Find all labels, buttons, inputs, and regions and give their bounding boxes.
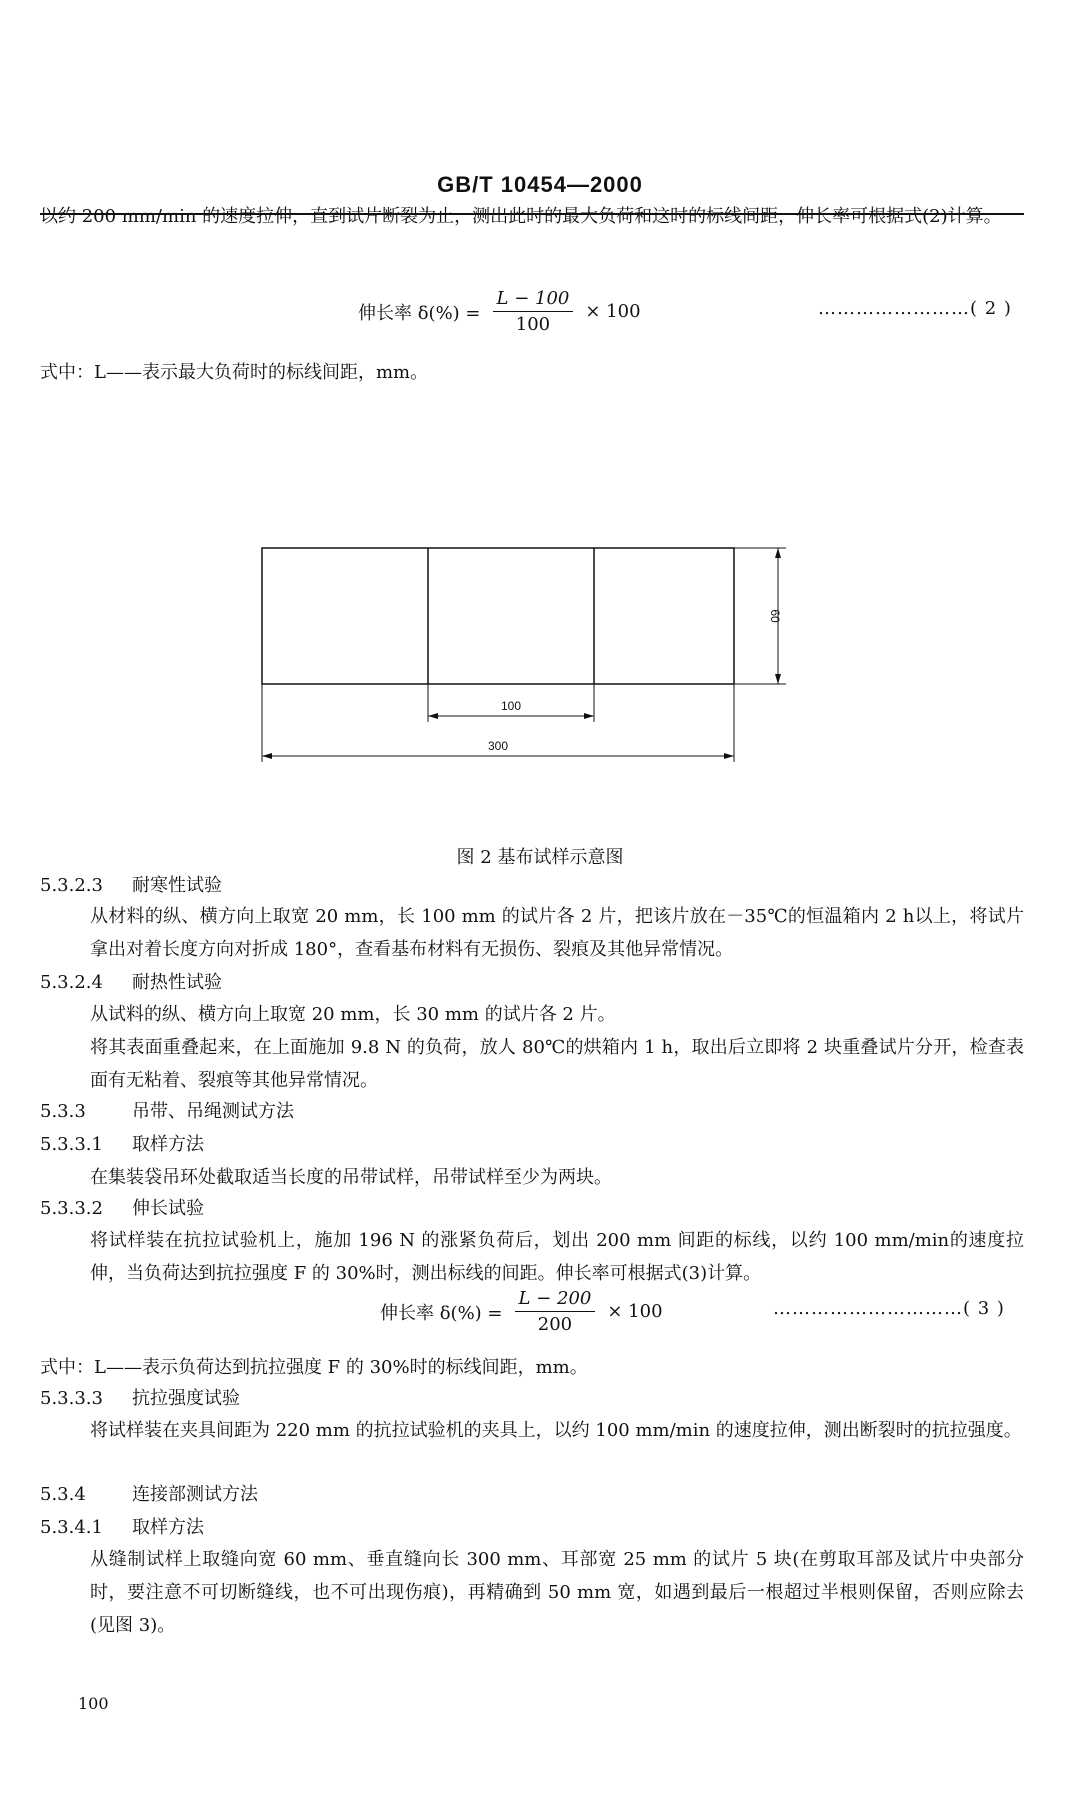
section-heading bbox=[40, 871, 222, 901]
paragraph-5324-b bbox=[90, 1031, 1024, 1097]
formula-3-lhs: 伸长率 δ(%) = bbox=[380, 1302, 503, 1324]
section-title: 伸长试验 bbox=[132, 1198, 204, 1219]
paragraph-5331: 在集装袋吊环处截取适当长度的吊带试样，吊带试样至少为两块。 bbox=[90, 1167, 612, 1188]
formula-2-lhs: 伸长率 δ(%) = bbox=[358, 302, 481, 324]
page-number: 100 bbox=[78, 1694, 109, 1713]
section-title: 取样方法 bbox=[132, 1134, 204, 1155]
paragraph-text: 将试样装在夹具间距为 220 mm 的抗拉试验机的夹具上，以约 100 mm/min 的速度拉伸，测出断裂时的抗拉强度。 bbox=[90, 1420, 1022, 1441]
section-number: 5.3.3.3 bbox=[40, 1388, 103, 1409]
paragraph-text: 将试样装在抗拉试验机上，施加 196 N 的涨紧负荷后，划出 200 mm 间距的标线，以约 100 mm/min的速度拉伸，当负荷达到抗拉强度 F 的 30%时，测出标线的间距。伸长率可根据式(3)计算。 bbox=[90, 1230, 1024, 1284]
section-number: 5.3.4.1 bbox=[40, 1517, 103, 1538]
equation-number-2: ……………………( 2 ) bbox=[818, 298, 1012, 319]
section-heading bbox=[40, 1194, 204, 1224]
arrowhead bbox=[262, 753, 272, 759]
section-title: 连接部测试方法 bbox=[132, 1484, 258, 1505]
formula-3 bbox=[380, 1288, 663, 1335]
where-clause-2: 式中：L——表示负荷达到抗拉强度 F 的 30%时的标线间距，mm。 bbox=[40, 1357, 588, 1378]
section-heading bbox=[40, 968, 222, 998]
paragraph-text: 从材料的纵、横方向上取宽 20 mm，长 100 mm 的试片各 2 片，把该片放在－35℃的恒温箱内 2 h以上，将试片拿出对着长度方向对折成 180°，查看基布材料有无损伤、裂痕及其他异常情况。 bbox=[90, 906, 1024, 960]
dimension-label-300: 300 bbox=[487, 739, 509, 753]
paragraph-5333 bbox=[90, 1414, 1024, 1447]
formula-2-numerator: L − 100 bbox=[493, 288, 574, 312]
paragraph-text: 从缝制试样上取缝向宽 60 mm、垂直缝向长 300 mm、耳部宽 25 mm 的试片 5 块(在剪取耳部及试片中央部分时，要注意不可切断缝线，也不可出现伤痕)，再精确到 50 mm 宽，如遇到最后一根超过半根则保留，否则应除去(见图 3)。 bbox=[90, 1549, 1024, 1636]
formula-3-fraction bbox=[515, 1288, 596, 1335]
paragraph-continuation: 以约 200 mm/min 的速度拉伸，直到试片断裂为止，测出此时的最大负荷和这时的标线间距，伸长率可根据式(2)计算。 bbox=[40, 206, 1002, 227]
section-title: 取样方法 bbox=[132, 1517, 204, 1538]
arrowhead bbox=[428, 713, 438, 719]
paragraph-5341 bbox=[90, 1543, 1024, 1642]
specimen-diagram bbox=[0, 0, 1080, 840]
where-clause-1: 式中：L——表示最大负荷时的标线间距，mm。 bbox=[40, 362, 429, 383]
section-title: 耐寒性试验 bbox=[132, 875, 222, 896]
equation-number-3: …………………………( 3 ) bbox=[773, 1298, 1005, 1319]
section-heading bbox=[40, 1130, 204, 1160]
formula-3-denominator: 200 bbox=[537, 1314, 573, 1335]
section-heading bbox=[40, 1480, 258, 1510]
section-title: 吊带、吊绳测试方法 bbox=[132, 1101, 294, 1122]
dimension-label-100: 100 bbox=[500, 699, 522, 713]
specimen-outline bbox=[262, 548, 734, 684]
section-heading bbox=[40, 1384, 240, 1414]
paragraph-5324-a: 从试料的纵、横方向上取宽 20 mm，长 30 mm 的试片各 2 片。 bbox=[90, 1004, 616, 1025]
section-number: 5.3.4 bbox=[40, 1484, 86, 1505]
section-title: 抗拉强度试验 bbox=[132, 1388, 240, 1409]
section-number: 5.3.2.4 bbox=[40, 972, 103, 993]
paragraph-text: 将其表面重叠起来，在上面施加 9.8 N 的负荷，放人 80℃的烘箱内 1 h，取出后立即将 2 块重叠试片分开，检查表面有无粘着、裂痕等其他异常情况。 bbox=[90, 1037, 1024, 1091]
section-title: 耐热性试验 bbox=[132, 972, 222, 993]
paragraph-5332 bbox=[90, 1224, 1024, 1290]
formula-2-denominator: 100 bbox=[515, 314, 551, 335]
document-header: GB/T 10454—2000 bbox=[437, 172, 643, 197]
arrowhead bbox=[584, 713, 594, 719]
figure-caption: 图 2 基布试样示意图 bbox=[456, 847, 624, 868]
section-number: 5.3.2.3 bbox=[40, 875, 103, 896]
arrowhead bbox=[724, 753, 734, 759]
paragraph-5323 bbox=[90, 900, 1024, 966]
dimension-label-height: 60 bbox=[768, 609, 782, 623]
section-number: 5.3.3 bbox=[40, 1101, 86, 1122]
arrowhead bbox=[775, 548, 781, 558]
formula-3-rhs: × 100 bbox=[607, 1301, 663, 1322]
section-number: 5.3.3.2 bbox=[40, 1198, 103, 1219]
section-heading bbox=[40, 1097, 294, 1127]
formula-2-rhs: × 100 bbox=[585, 301, 641, 322]
section-number: 5.3.3.1 bbox=[40, 1134, 103, 1155]
section-heading bbox=[40, 1513, 204, 1543]
formula-3-numerator: L − 200 bbox=[515, 1288, 596, 1312]
arrowhead bbox=[775, 674, 781, 684]
